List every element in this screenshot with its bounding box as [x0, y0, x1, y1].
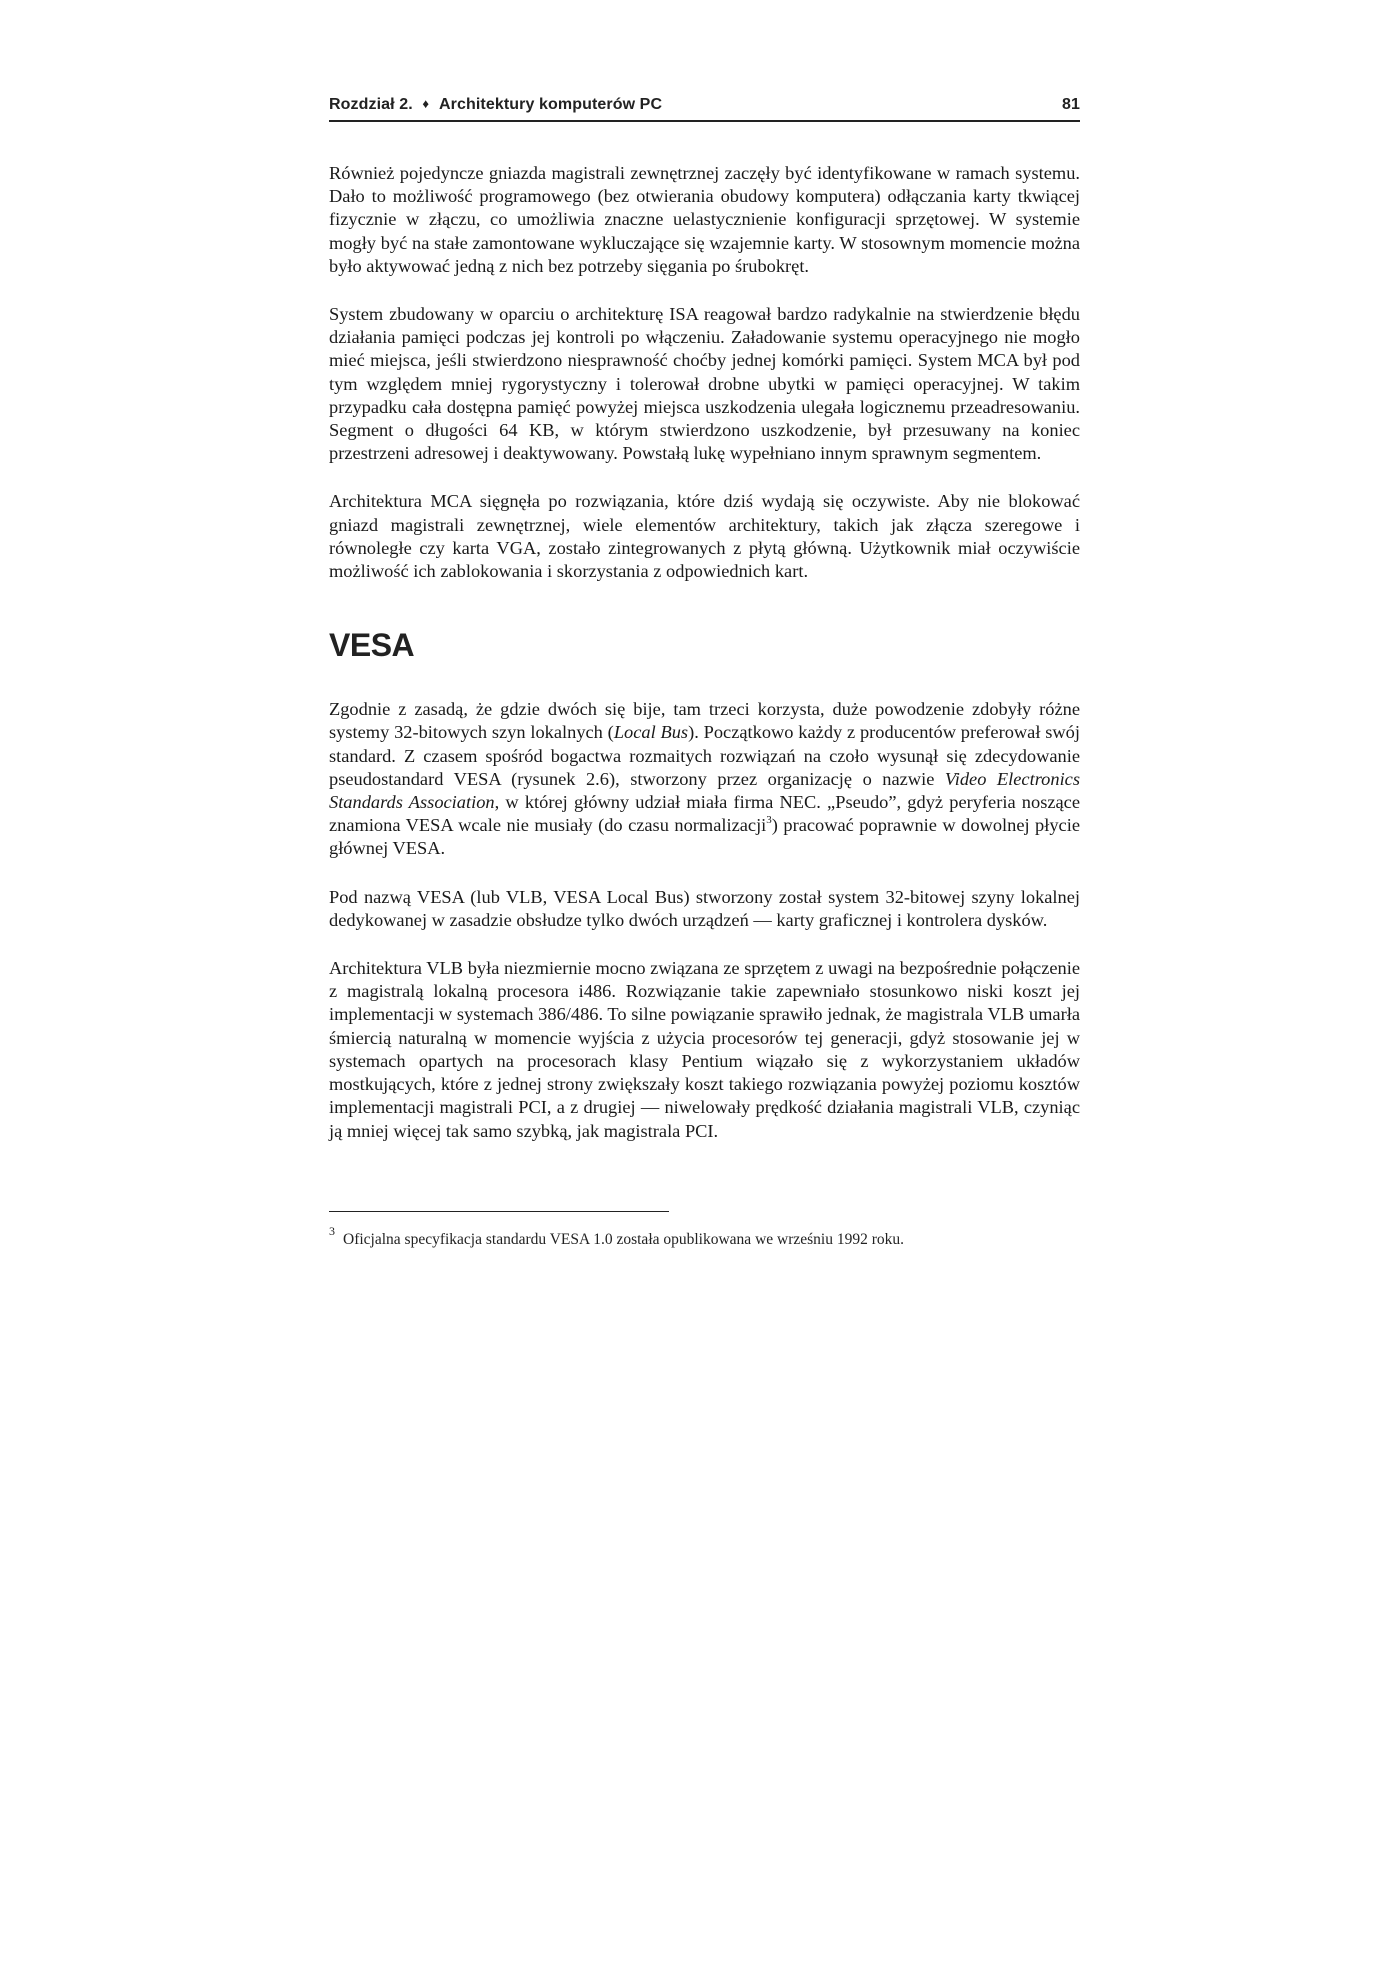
paragraph-4-part-c: , w której główny udział miała firma NEC. „Pseudo”, gdyż peryferia noszące znamiona VESA wcale nie musiały (do czasu normalizacji — [329, 792, 1080, 836]
paragraph-4-part-b: ). Początkowo każdy z producentów preferował swój standard. Z czasem spośród bogactwa rozmaitych rozwiązań na czoło wysunął się zdecydowanie pseudostandard VESA (rysunek 2.6), stworzony przez organizację o nazwie — [329, 722, 1080, 789]
chapter-title: Architektury komputerów PC — [439, 96, 663, 113]
chapter-label: Rozdział 2. — [329, 96, 413, 113]
footnote-text: Oficjalna specyfikacja standardu VESA 1.0 została opublikowana we wrześniu 1992 roku. — [343, 1230, 905, 1248]
book-page — [329, 96, 1080, 1250]
paragraph-3: Architektura MCA sięgnęła po rozwiązania, które dziś wydają się oczywiste. Aby nie blokować gniazd magistrali zewnętrznej, wiele elementów architektury, takich jak złącza szeregowe i równoległe czy karta VGA, zostało zintegrowanych z płytą główną. Użytkownik miał oczywiście możliwość ich zablokowania i skorzystania z odpowiednich kart. — [329, 491, 1080, 582]
header-title-group — [329, 96, 662, 114]
diamond-separator-icon: ♦ — [422, 96, 430, 111]
paragraph-6: Architektura VLB była niezmiernie mocno związana ze sprzętem z uwagi na bezpośrednie połączenie z magistralą lokalną procesora i486. Rozwiązanie takie zapewniało stosunkowo niski koszt jej implementacji w systemach 386/486. To silne powiązanie sprawiło jednak, że magistrala VLB umarła śmiercią naturalną w momencie wyjścia z użycia procesorów tej generacji, gdyż stosowanie jej w systemach opartych na procesorach klasy Pentium wiązało się z wykorzystaniem układów mostkujących, które z jednej strony zwiększały koszt takiego rozwiązania powyżej poziomu kosztów implementacji magistrali PCI, a z drugiej — niwelowały prędkość działania magistrali VLB, czyniąc ją mniej więcej tak samo szybką, jak magistrala PCI. — [329, 958, 1080, 1141]
footnote-marker: 3 — [329, 1223, 335, 1238]
section-heading: VESA — [329, 627, 415, 664]
paragraph-2: System zbudowany w oparciu o architekturę ISA reagował bardzo radykalnie na stwierdzenie błędu działania pamięci podczas jej kontroli po włączeniu. Załadowanie systemu operacyjnego nie mogło mieć miejsca, jeśli stwierdzono niesprawność choćby jednej komórki pamięci. System MCA był pod tym względem mniej rygorystyczny i tolerował drobne ubytki w pamięci operacyjnej. W takim przypadku cała dostępna pamięć powyżej miejsca uszkodzenia ulegała logicznemu przeadresowaniu. Segment o długości 64 KB, w którym stwierdzono uszkodzenie, był przesuwany na koniec przestrzeni adresowej i deaktywowany. Powstałą lukę wypełniano innym sprawnym segmentem. — [329, 304, 1080, 464]
footnote-divider — [329, 1211, 669, 1212]
paragraph-4-italic-organization: Video Electronics Standards Association — [329, 768, 1080, 813]
footnote — [329, 1224, 1080, 1250]
paragraph-5: Pod nazwą VESA (lub VLB, VESA Local Bus) stworzony został system 32-bitowej szyny lokalnej dedykowanej w zasadzie obsłudze tylko dwóch urządzeń — karty graficznej i kontrolera dysków. — [329, 886, 1080, 930]
body-text — [329, 162, 1080, 1143]
footnote-reference: 3 — [766, 814, 772, 827]
running-header — [329, 96, 1080, 122]
paragraph-4 — [329, 698, 1080, 860]
page-number: 81 — [1062, 96, 1080, 113]
paragraph-4-italic-local-bus: Local Bus — [613, 722, 689, 743]
paragraph-1: Również pojedyncze gniazda magistrali zewnętrznej zaczęły być identyfikowane w ramach systemu. Dało to możliwość programowego (bez otwierania obudowy komputera) odłączania karty tkwiącej fizycznie w złączu, co umożliwia znaczne uelastycznienie konfiguracji sprzętowej. W systemie mogły być na stałe zamontowane wykluczające się wzajemnie karty. W stosownym momencie można było aktywować jedną z nich bez potrzeby sięgania po śrubokręt. — [329, 163, 1080, 276]
paragraph-4-part-a: Zgodnie z zasadą, że gdzie dwóch się bije, tam trzeci korzysta, duże powodzenie zdobyły różne systemy 32-bitowych szyn lokalnych ( — [329, 699, 1080, 743]
paragraph-4-part-d: ) pracować poprawnie w dowolnej płycie głównej VESA. — [329, 815, 1080, 859]
